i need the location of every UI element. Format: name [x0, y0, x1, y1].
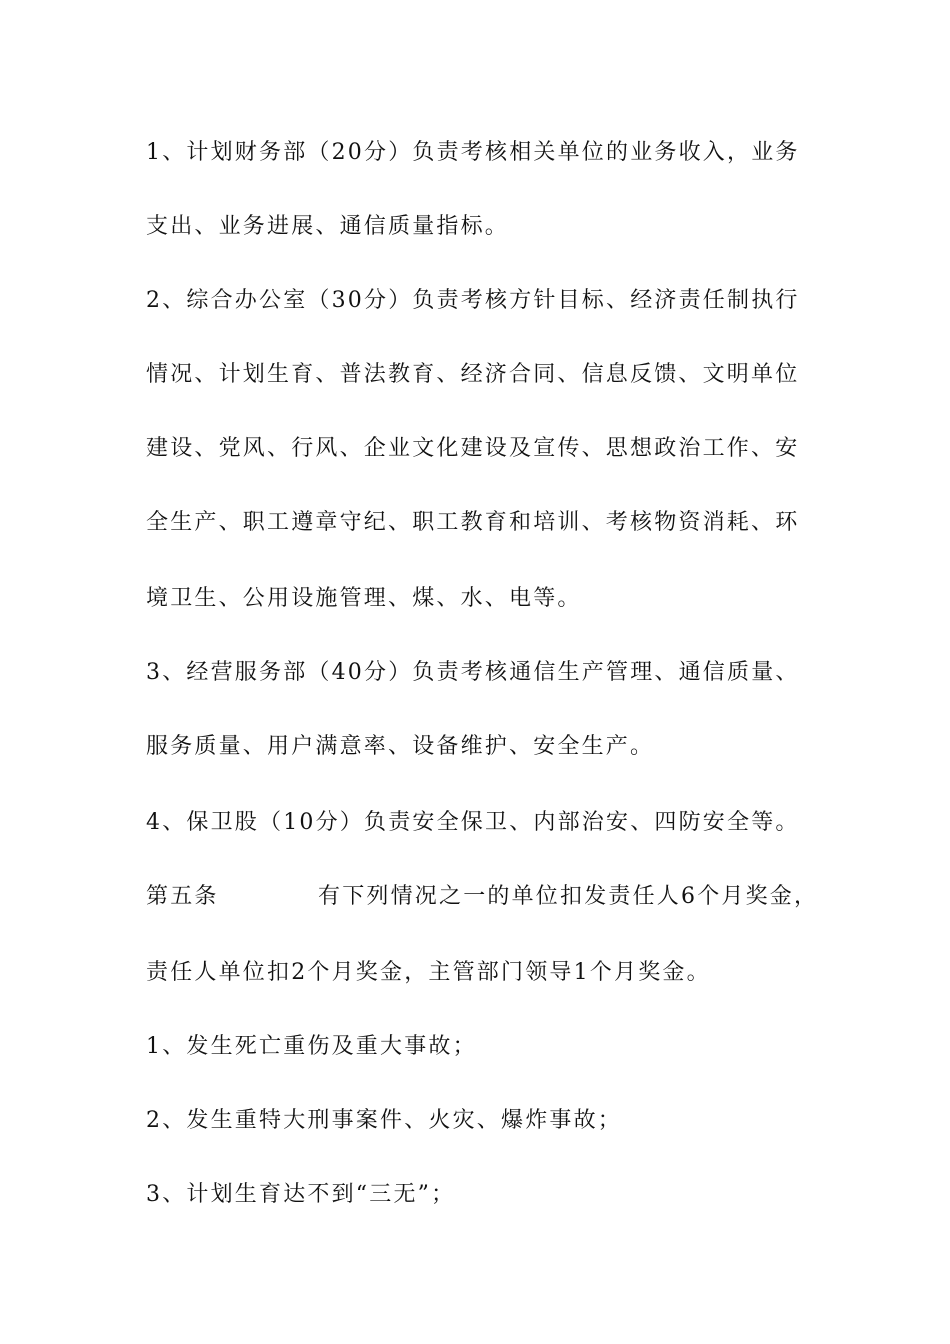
paragraph-line: 3、经营服务部（40分）负责考核通信生产管理、通信质量、 [146, 660, 800, 685]
paragraph-line: 1、计划财务部（20分）负责考核相关单位的业务收入，业务 [146, 140, 800, 165]
paragraph-line: 建设、党风、行风、企业文化建设及宣传、思想政治工作、安 [146, 436, 800, 461]
article-heading: 第五条 [146, 884, 219, 909]
paragraph-line: 服务质量、用户满意率、设备维护、安全生产。 [146, 734, 655, 759]
paragraph-line: 2、综合办公室（30分）负责考核方针目标、经济责任制执行 [146, 288, 800, 313]
paragraph-line: 全生产、职工遵章守纪、职工教育和培训、考核物资消耗、环 [146, 510, 800, 535]
paragraph-line: 支出、业务进展、通信质量指标。 [146, 214, 510, 239]
paragraph-line: 4、保卫股（10分）负责安全保卫、内部治安、四防安全等。 [146, 810, 800, 835]
list-item: 3、计划生育达不到“三无”； [146, 1182, 456, 1207]
paragraph-line: 情况、计划生育、普法教育、经济合同、信息反馈、文明单位 [146, 362, 800, 387]
article-five-line [146, 882, 826, 912]
paragraph-line: 责任人单位扣2个月奖金，主管部门领导1个月奖金。 [146, 960, 711, 985]
paragraph-line: 境卫生、公用设施管理、煤、水、电等。 [146, 586, 582, 611]
list-item: 1、发生死亡重伤及重大事故； [146, 1034, 477, 1059]
article-text: 有下列情况之一的单位扣发责任人6个月奖金， [318, 884, 819, 909]
list-item: 2、发生重特大刑事案件、火灾、爆炸事故； [146, 1108, 622, 1133]
